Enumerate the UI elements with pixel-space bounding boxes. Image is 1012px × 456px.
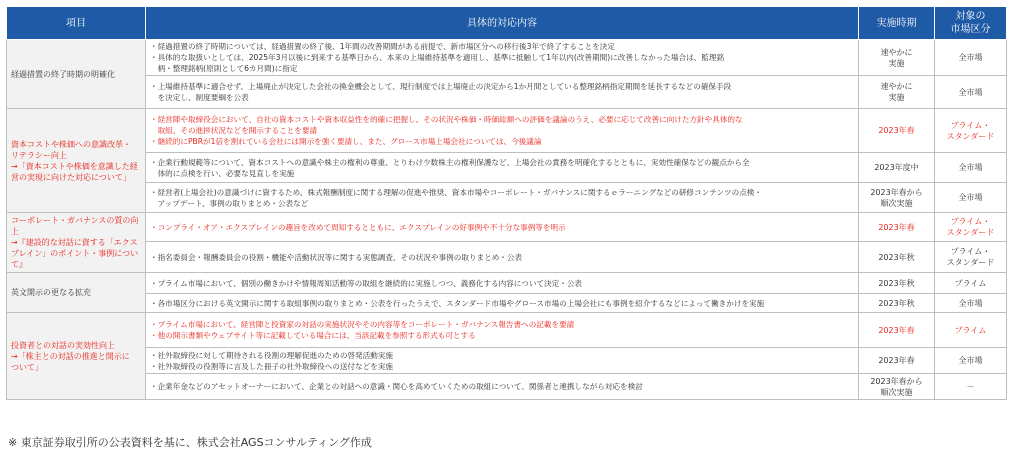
timing-cell: 速やかに 実施	[859, 40, 935, 76]
source-footnote: ※ 東京証券取引所の公表資料を基に、株式会社AGSコンサルティング作成	[8, 436, 372, 449]
detail-cell	[146, 76, 859, 109]
timing-cell: 2023年春	[859, 109, 935, 153]
detail-cell	[146, 242, 859, 273]
item-line: 営の実現に向けた対応について」	[11, 172, 131, 182]
item-line: コーポレート・ガバナンスの質の向上	[11, 216, 139, 236]
item-line: →『建設的な対話に資する「エクス	[11, 238, 138, 247]
market-segment-cell: 全市場	[935, 153, 1007, 183]
item-line: 経過措置の終了時期の明確化	[11, 69, 115, 79]
market-segment-cell: 全市場	[935, 183, 1007, 213]
market-segment-cell: 全市場	[935, 294, 1007, 313]
header-detail: 具体的対応内容	[146, 7, 859, 40]
table-header-row	[7, 7, 1007, 40]
detail-line: ・コンプライ・オア・エクスプレインの趣旨を改めて周知するとともに、エクスプレインの好事例や不十分な事例等を明示	[150, 222, 566, 232]
timing-cell: 2023年春	[859, 348, 935, 374]
item-cell	[7, 109, 146, 213]
table-row	[7, 374, 1007, 400]
table-row	[7, 242, 1007, 273]
detail-line: ・経営陣や取締役会において、自社の資本コストや資本収益性を的確に把握し、その状況や株価・時価総額への評価を議論のうえ、必要に応じて改善に向けた方針や具体的な	[150, 115, 743, 124]
market-segment-cell: 全市場	[935, 76, 1007, 109]
item-line: →「株主との対話の推進と開示に	[11, 351, 130, 361]
timing-cell: 2023年秋	[859, 294, 935, 313]
detail-cell	[146, 294, 859, 313]
market-segment-cell: プライム	[935, 313, 1007, 348]
measures-table	[6, 6, 1007, 400]
timing-cell: 2023年度中	[859, 153, 935, 183]
detail-line: ・上場維持基準に適合せず、上場廃止が決定した会社の換金機会として、現行制度では上場廃止の決定から1か月間としている整理銘柄指定期間を延長するなどの確保手段	[150, 82, 732, 91]
detail-line: ・企業年金などのアセットオーナーにおいて、企業との対話への意識・関心を高めていくための取組について、関係者と連携しながら対応を検討	[150, 382, 643, 391]
detail-cell	[146, 348, 859, 374]
detail-line: ・プライム市場において、個別の働きかけや情報周知活動等の取組を継続的に実施しつつ、義務化する内容について決定・公表	[150, 278, 583, 288]
market-segment-cell: 全市場	[935, 348, 1007, 374]
detail-cell	[146, 183, 859, 213]
market-segment-cell: プライム・ スタンダード	[935, 242, 1007, 273]
detail-line: ・経過措置の終了時期については、経過措置の終了後、1年間の改善期間がある前提で、新市場区分への移行後3年で終了することを決定	[150, 42, 615, 51]
item-line: ついて」	[11, 362, 43, 372]
detail-line: 柄・整理銘柄(原則として6カ月間)に指定	[150, 64, 298, 73]
table-row	[7, 109, 1007, 153]
detail-cell	[146, 313, 859, 348]
item-line: 英文開示の更なる拡充	[11, 288, 91, 297]
detail-line: を決定し、制度要綱を公表	[150, 93, 249, 102]
table-row	[7, 294, 1007, 313]
table-row	[7, 153, 1007, 183]
detail-line: ・指名委員会・報酬委員会の役割・機能や活動状況等に関する実態調査、その状況や事例の取りまとめ・公表	[150, 252, 523, 262]
item-line: →「資本コストや株価を意識した経	[11, 161, 138, 171]
detail-cell	[146, 109, 859, 153]
detail-line: ・社外取締役の役割等に言及した冊子の社外取締役への送付などを実施	[150, 361, 393, 371]
detail-line: ・社外取締役に対して期待される役割の理解促進のための啓発活動実施	[150, 350, 393, 360]
table-row	[7, 348, 1007, 374]
detail-cell	[146, 213, 859, 242]
table-row	[7, 313, 1007, 348]
timing-cell: 2023年秋	[859, 273, 935, 294]
detail-line: 取組、その進捗状況などを開示することを要請	[150, 126, 318, 135]
detail-line: ・各市場区分における英文開示に関する取組事例の取りまとめ・公表を行ったうえで、スタンダード市場やグロース市場の上場会社にも事例を紹介するなどによって働きかけを実施	[150, 298, 765, 308]
item-line: プレイン」のポイント・事例について』	[11, 249, 139, 269]
detail-line: ・プライム市場において、経営陣と投資家の対話の実施状況やその内容等をコーポレート・ガバナンス報告書への記載を要請	[150, 320, 575, 329]
detail-line: ・他の開示書類やウェブサイト等に記載している場合には、当該記載を参照する形式も可とする	[150, 331, 476, 340]
item-line: リテラシー向上	[11, 150, 67, 160]
market-segment-cell: プライム	[935, 273, 1007, 294]
header-item: 項目	[7, 7, 146, 40]
timing-cell: 2023年春から 順次実施	[859, 374, 935, 400]
item-cell	[7, 313, 146, 400]
table-row	[7, 273, 1007, 294]
timing-cell: 2023年春	[859, 213, 935, 242]
table-body	[7, 40, 1007, 400]
detail-cell	[146, 153, 859, 183]
market-segment-cell: 全市場	[935, 40, 1007, 76]
header-timing: 実施時期	[859, 7, 935, 40]
detail-line: アップデート、事例の取りまとめ・公表など	[150, 198, 309, 208]
detail-line: ・企業行動規範等について、資本コストへの意識や株主の権利の尊重、とりわけ少数株主の権利保護など、上場会社の責務を明確化するとともに、実効性確保などの観点から全	[150, 157, 750, 167]
market-segment-cell: プライム・ スタンダード	[935, 109, 1007, 153]
item-cell	[7, 213, 146, 273]
timing-cell: 2023年秋	[859, 242, 935, 273]
detail-cell	[146, 273, 859, 294]
table-row	[7, 76, 1007, 109]
item-line: 資本コストや株価への意識改革・	[11, 139, 131, 149]
market-segment-cell: プライム・ スタンダード	[935, 213, 1007, 242]
header-target: 対象の 市場区分	[935, 7, 1007, 40]
item-line: 投資者との対話の実効性向上	[11, 340, 115, 350]
timing-cell: 速やかに 実施	[859, 76, 935, 109]
market-segment-cell: －	[935, 374, 1007, 400]
detail-line: ・具体的な取扱いとしては、2025年3月以後に到来する基準日から、本来の上場維持基準を適用し、基準に抵触して1年以内(改善期間)に改善しなかった場合は、監理銘	[150, 53, 725, 62]
table-row	[7, 213, 1007, 242]
table-row	[7, 40, 1007, 76]
timing-cell: 2023年春から 順次実施	[859, 183, 935, 213]
detail-line: ・経営者(上場会社)の意識づけに資するため、株式報酬制度に関する理解の促進や推奨、資本市場やコーポレート・ガバナンスに関するｅラーニングなどの研修コンテンツの点検・	[150, 187, 762, 197]
item-cell	[7, 273, 146, 313]
detail-line: 体的に点検を行い、必要な見直しを実施	[150, 168, 295, 178]
detail-cell	[146, 40, 859, 76]
table-row	[7, 183, 1007, 213]
timing-cell: 2023年春	[859, 313, 935, 348]
detail-cell	[146, 374, 859, 400]
measures-table-container	[6, 6, 1006, 400]
detail-line: ・継続的にPBRが1倍を割れている会社には開示を強く要請し、また、グロース市場上場会社については、今後議論	[150, 137, 542, 146]
item-cell	[7, 40, 146, 109]
